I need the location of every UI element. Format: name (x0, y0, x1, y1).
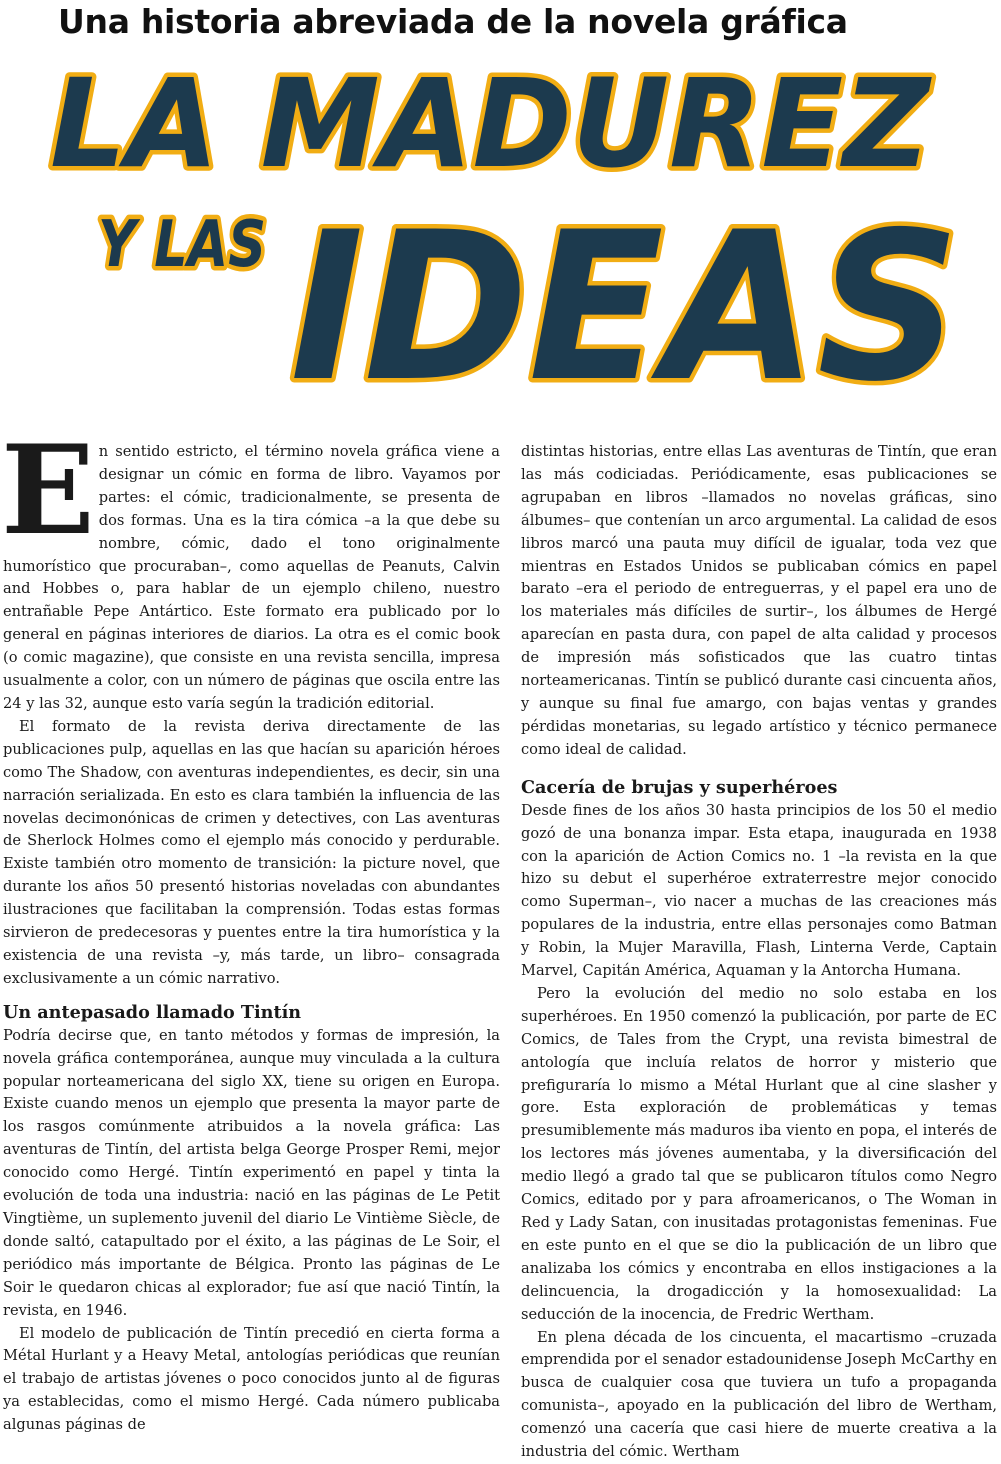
article-title (0, 38, 1001, 438)
right-column (521, 441, 997, 1461)
section-heading: Un antepasado llamado Tintín (3, 1001, 302, 1023)
section-heading: Cacería de brujas y superhéroes (521, 776, 838, 798)
paragraph: Podría decirse que, en tanto métodos y formas de impresión, la novela gráfica contemporánea, aunque muy vinculada a la cultura popular norteamericana del siglo XX, tiene su origen en Europa. Existe cuando menos un ejemplo que presenta la mayor parte de los rasgos comúnmente atribuidos a la novela gráfica: Las aventuras de Tintín, del artista belga George Prosper Remi, mejor conocido como Hergé. Tintín experimentó en papel y tinta la evolución de toda una industria: nació en las páginas de Le Petit Vingtième, un suplemento juvenil del diario Le Vintième Siècle, de donde saltó, catapultado por el éxito, a las páginas de Le Soir, el periódico más importante de Bélgica. Pronto las páginas de Le Soir le quedaron chicas al explorador; fue así que nació Tintín, la revista, en 1946. (3, 1026, 500, 1319)
article-kicker: Una historia abreviada de la novela gráfica (58, 2, 848, 41)
left-column (1, 419, 500, 1434)
paragraph: Pero la evolución del medio no solo estaba en los superhéroes. En 1950 comenzó la publicación, por parte de EC Comics, de Tales from the Crypt, una revista bimestral de antología que incluía relatos de horror y misterio que prefiguraría lo mismo a Métal Hurlant que al cine slasher y gore. Esta exploración de problemáticas y temas presumiblemente más maduros iba viento en popa, el interés de los lectores más jóvenes aumentaba, y la diversificación del medio llegó a grado tal que se publicaron títulos como Negro Comics, editado por y para afroamericanos, o The Woman in Red y Lady Satan, con inusitadas protagonistas femeninas. Fue en este punto en el que se dio la publicación de un libro que analizaba los cómics y encontraba en ellos instigaciones a la delincuencia, la drogadicción y la homosexualidad: La seducción de la inocencia, de Fredric Wertham. (521, 984, 997, 1323)
paragraph: El modelo de publicación de Tintín precedió en cierta forma a Métal Hurlant y a Heavy Metal, antologías periódicas que reunían el trabajo de artistas jóvenes o poco conocidos junto al de figuras ya establecidas, como el mismo Hergé. Cada número publicaba algunas páginas de (3, 1324, 500, 1434)
paragraph: En plena década de los cincuenta, el macartismo –cruzada emprendida por el senador estadounidense Joseph McCarthy en busca de cualquier cosa que tuviera un tufo a propaganda comunista–, apoyado en la publicación del libro de Wertham, comenzó una cacería que casi hiere de muerte creativa a la industria del cómic. Wertham (521, 1328, 997, 1461)
drop-cap: E (1, 419, 95, 563)
paragraph: Desde fines de los años 30 hasta principios de los 50 el medio gozó de una bonanza impar. Esta etapa, inaugurada en 1938 con la aparición de Action Comics no. 1 –la revista en la que hizo su debut el superhéroe extraterrestre mejor conocido como Superman–, vio nacer a muchas de las creaciones más populares de la industria, entre ellas personajes como Batman y Robin, la Mujer Maravilla, Flash, Linterna Verde, Captain Marvel, Capitán América, Aquaman y la Antorcha Humana. (521, 801, 997, 980)
paragraph: distintas historias, entre ellas Las aventuras de Tintín, que eran las más codiciadas. Periódicamente, esas publicaciones se agrupaban en libros –llamados no novelas gráficas, sino álbumes– que contenían un arco argumental. La calidad de esos libros marcó una pauta muy difícil de igualar, toda vez que mientras en Estados Unidos se publicaban cómics en papel barato –era el periodo de entreguerras, y el papel era uno de los materiales más difíciles de surtir–, los álbumes de Hergé aparecían en pasta dura, con papel de alta calidad y procesos de impresión más sofisticados que las cuatro tintas norteamericanas. Tintín se publicó durante casi cincuenta años, y aunque su final fue amargo, con bajas ventas y grandes pérdidas monetarias, su legado artístico y técnico permanece como ideal de calidad. (521, 443, 997, 758)
title-line-2a: Y LAS (98, 208, 266, 282)
paragraph: n sentido estricto, el término novela gráfica viene a designar un cómic en forma de libro. Vayamos por partes: el cómic, tradicionalmente, se presenta de dos formas. Una es la tira cómica –a la que debe su nombre, cómic, dado el tono originalmente humorístico que procuraban–, como aquellas de Peanuts, Calvin and Hobbes o, para hablar de un ejemplo chileno, nuestro entrañable Pepe Antártico. Este formato era publicado por lo general en páginas interiores de diarios. La otra es el comic book (o comic magazine), que consiste en una revista sencilla, impresa usualmente a color, con un número de páginas que oscila entre las 24 y las 32, aunque esto varía según la tradición editorial. (3, 443, 500, 712)
paragraph: El formato de la revista deriva directamente de las publicaciones pulp, aquellas en las que hacían su aparición héroes como The Shadow, con aventuras independientes, es decir, sin una narración serializada. En esto es clara también la influencia de las novelas decimonónicas de crimen y detectives, con Las aventuras de Sherlock Holmes como el ejemplo más conocido y perdurable. Existe también otro momento de transición: la picture novel, que durante los años 50 presentó historias noveladas con abundantes ilustraciones que facilitaban la comprensión. Todas estas formas sirvieron de predecesoras y puentes entre la tira humorística y la existencia de una revista –y, más tarde, un libro– consagrada exclusivamente a un cómic narrativo. (3, 717, 500, 987)
title-line-1: LA MADUREZ (50, 53, 933, 195)
title-line-2b: IDEAS (290, 189, 960, 427)
